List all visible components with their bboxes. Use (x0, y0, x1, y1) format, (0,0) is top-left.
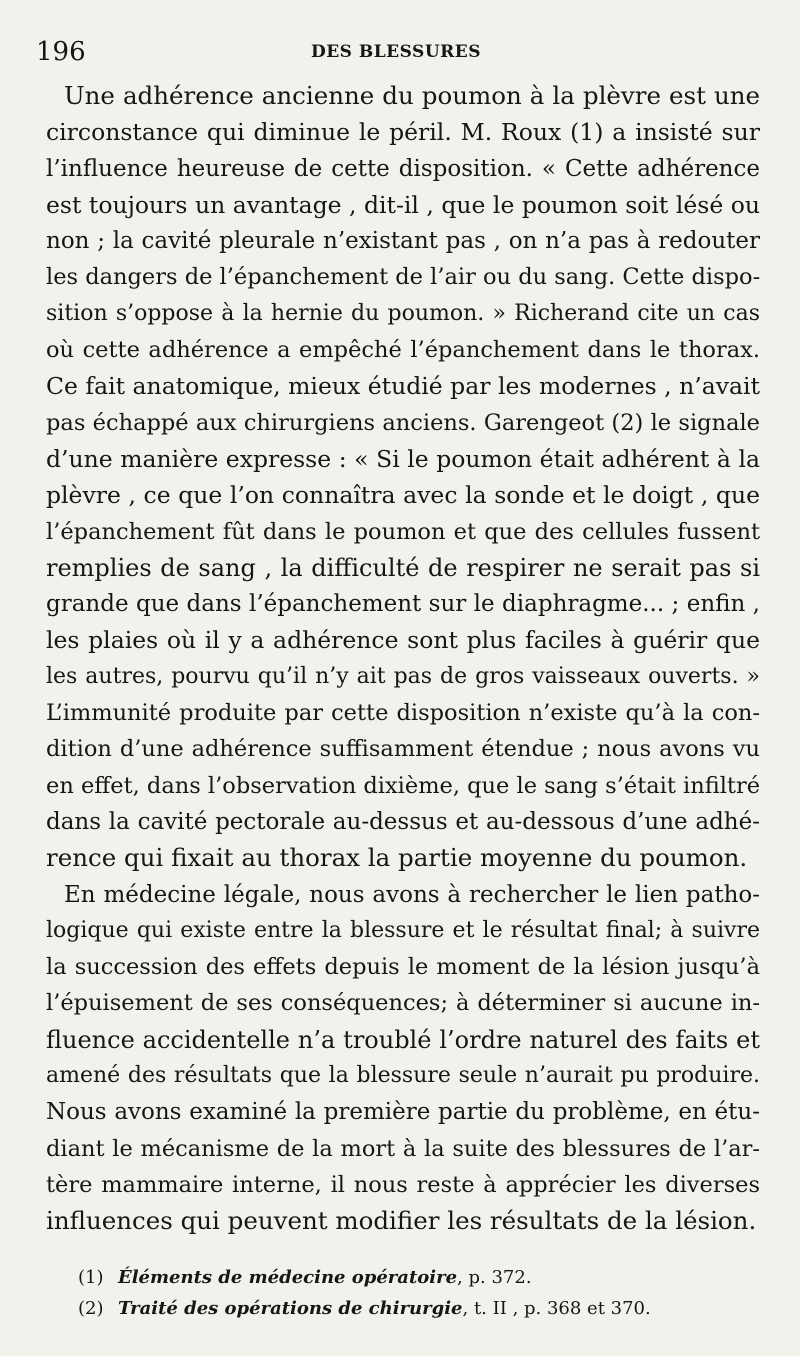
text-line: diant le mécanisme de la mort à la suite des blessures de l’ar- (46, 1135, 760, 1162)
text-line: non ; la cavité pleurale n’existant pas , on n’a pas à redouter (46, 228, 760, 255)
text-line: où cette adhérence a empêché l’épanchement dans le thorax. (46, 337, 760, 364)
text-line: influences qui peuvent modifier les résultats de la lésion. (46, 1206, 757, 1236)
text-line: remplies de sang , la difficulté de respirer ne serait pas si (46, 553, 760, 582)
text-line: en effet, dans l’observation dixième, que le sang s’était infiltré (46, 772, 761, 799)
text-line: plèvre , ce que l’on connaîtra avec la sonde et le doigt , que (46, 481, 760, 510)
footnote-number: (2) (78, 1298, 104, 1319)
text-line: l’épuisement de ses conséquences; à déterminer si aucune in- (46, 990, 760, 1017)
text-line: Ce fait anatomique, mieux étudié par les modernes , n’avait (46, 372, 760, 401)
text-line: est toujours un avantage , dit-il , que le poumon soit lésé ou (46, 190, 760, 219)
footnote-number: (1) (78, 1267, 104, 1288)
text-line: L’immunité produite par cette disposition n’existe qu’à la con- (46, 700, 760, 727)
text-line: d’une manière expresse : « Si le poumon était adhérent à la (46, 444, 760, 473)
text-line: logique qui existe entre la blessure et le résultat final; à suivre (46, 917, 760, 943)
text-line: En médecine légale, nous avons à rechercher le lien patho- (64, 881, 760, 908)
text-line: sition s’oppose à la hernie du poumon. » Richerand cite un cas (46, 300, 760, 326)
running-title: DES BLESSURES (310, 42, 482, 62)
text-line: fluence accidentelle n’a troublé l’ordre naturel des faits et (46, 1025, 760, 1054)
text-line: l’influence heureuse de cette disposition. « Cette adhérence (46, 155, 760, 182)
text-line: Une adhérence ancienne du poumon à la plèvre est une (64, 81, 760, 110)
text-line: grande que dans l’épanchement sur le diaphragme... ; enfin , (46, 591, 760, 618)
footnote-title: Traité des opérations de chirurgie (118, 1298, 463, 1319)
footnote-reference: , p. 372. (457, 1267, 532, 1288)
text-line: dans la cavité pectorale au-dessus et au-dessous d’une adhé- (46, 808, 760, 835)
text-line: les dangers de l’épanchement de l’air ou du sang. Cette dispo- (46, 264, 761, 291)
footnotes (78, 1262, 758, 1324)
footnote (78, 1293, 758, 1324)
text-line: Nous avons examiné la première partie du problème, en étu- (46, 1099, 760, 1126)
text-line: amené des résultats que la blessure seule n’aurait pu produire. (46, 1063, 760, 1089)
footnote-reference: , t. II , p. 368 et 370. (462, 1298, 651, 1319)
text-line: la succession des effets depuis le moment de la lésion jusqu’à (46, 954, 760, 981)
text-line: rence qui fixait au thorax la partie moyenne du poumon. (46, 843, 748, 873)
text-line: les plaies où il y a adhérence sont plus faciles à guérir que (46, 626, 760, 655)
footnote-title: Éléments de médecine opératoire (118, 1267, 458, 1288)
page-number: 196 (36, 37, 86, 67)
text-line: les autres, pourvu qu’il n’y ait pas de gros vaisseaux ouverts. » (46, 663, 760, 689)
running-head (36, 34, 756, 70)
text-line: circonstance qui diminue le péril. M. Roux (1) a insisté sur (46, 118, 760, 147)
text-line: dition d’une adhérence suffisamment étendue ; nous avons vu (46, 736, 760, 763)
body-text (46, 78, 760, 1240)
text-line: pas échappé aux chirurgiens anciens. Garengeot (2) le signale (46, 409, 760, 436)
text-line: l’épanchement fût dans le poumon et que des cellules fussent (46, 518, 760, 545)
footnote (78, 1262, 758, 1293)
text-line: tère mammaire interne, il nous reste à apprécier les diverses (46, 1171, 760, 1198)
